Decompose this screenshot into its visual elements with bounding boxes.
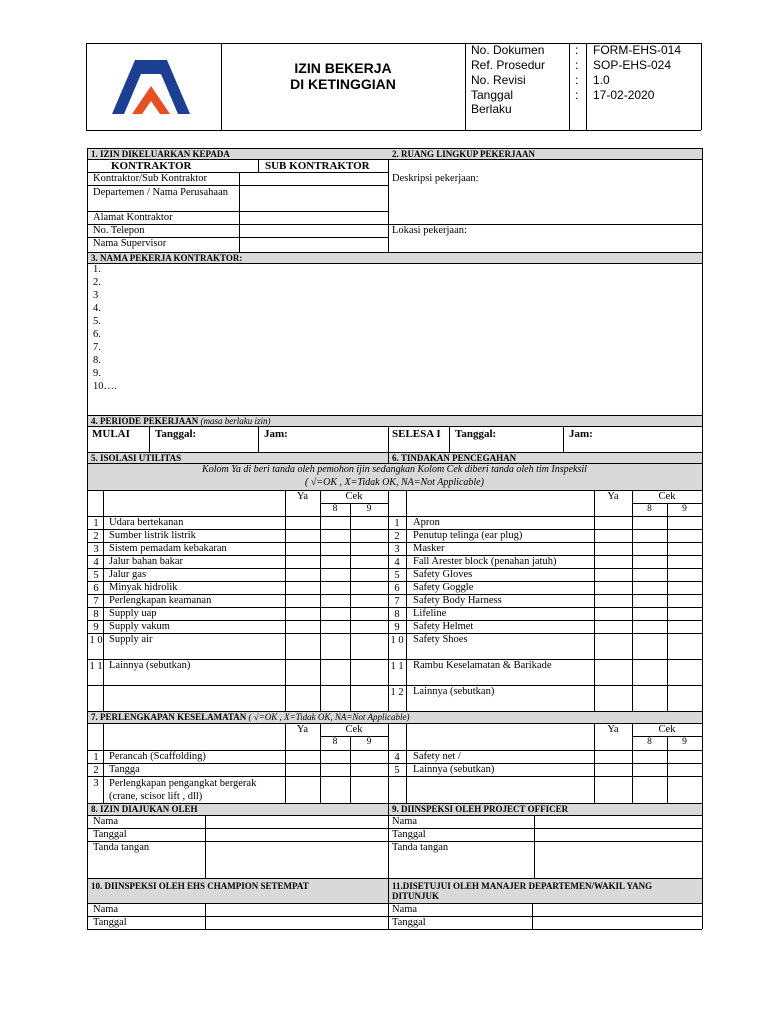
section-10-title: 10. DIINSPEKSI OLEH EHS CHAMPION SETEMPAT xyxy=(91,881,309,891)
effective-date-sep: : xyxy=(575,88,579,102)
precaution-no-9: 9 xyxy=(394,622,400,633)
worker-line-2: 2. xyxy=(93,277,101,288)
isolation-no-11: 1 1 xyxy=(89,661,103,672)
isolation-item-11: Lainnya (sebutkan) xyxy=(109,660,191,671)
worker-line-6: 6. xyxy=(93,329,101,340)
section-9-title: 9. DIINSPEKSI OLEH PROJECT OFFICER xyxy=(392,804,569,814)
section-3-title: 3. NAMA PEKERJA KONTRAKTOR: xyxy=(91,253,243,263)
precaution-no-7: 7 xyxy=(394,596,400,607)
worker-line-8: 8. xyxy=(93,355,101,366)
revision-label: No. Revisi xyxy=(471,73,526,87)
s11-date-label: Tanggal xyxy=(392,917,426,928)
section-11-title: 11.DISETUJUI OLEH MANAJER DEPARTEMEN/WAKIL YANG DITUNJUK xyxy=(392,881,653,901)
worker-line-5: 5. xyxy=(93,316,101,327)
isolation-item-1: Udara bertekanan xyxy=(109,517,184,528)
col-8-right: 8 xyxy=(647,504,652,514)
effective-date-label: Tanggal Berlaku xyxy=(471,88,514,116)
equipment-no-2: 2 xyxy=(93,765,99,776)
equipment-item-1: Perancah (Scaffolding) xyxy=(109,751,206,762)
company-logo xyxy=(108,52,194,120)
contractor-heading: KONTRAKTOR xyxy=(111,160,192,172)
equipment-item-3: Perlengkapan pengangkat bergerak (crane, scisor lift , dll) xyxy=(109,778,257,802)
field-label-contractor: Kontraktor/Sub Kontraktor xyxy=(93,173,208,184)
section-7-note: ( √=OK , X=Tidak OK, NA=Not Applicable) xyxy=(248,712,410,722)
isolation-item-4: Jalur bahan bakar xyxy=(109,556,184,567)
job-description-label: Deskripsi pekerjaan: xyxy=(392,173,479,184)
s9-signature-label: Tanda tangan xyxy=(392,842,449,853)
precaution-no-4: 4 xyxy=(394,557,400,568)
precaution-item-7: Safety Body Harness xyxy=(413,595,502,606)
col-9-right: 9 xyxy=(682,504,687,514)
col-cek-left: Cek xyxy=(345,491,363,502)
col-9-left: 9 xyxy=(366,504,372,514)
precaution-item-4: Fall Arester block (penahan jatuh) xyxy=(413,556,557,567)
precaution-item-12: Lainnya (sebutkan) xyxy=(413,686,495,697)
start-label: MULAI xyxy=(92,428,130,440)
precaution-item-1: Apron xyxy=(413,517,440,528)
precaution-item-11: Rambu Keselamatan & Barikade xyxy=(413,660,552,671)
isolation-item-10: Supply air xyxy=(109,634,153,645)
precaution-item-2: Penutup telinga (ear plug) xyxy=(413,530,523,541)
ref-procedure-sep: : xyxy=(575,58,579,72)
precaution-no-1: 1 xyxy=(394,518,400,529)
s11-name-label: Nama xyxy=(392,904,418,915)
isolation-no-4: 4 xyxy=(93,557,99,568)
worker-line-9: 9. xyxy=(93,368,101,379)
precaution-item-5: Safety Gloves xyxy=(413,569,473,580)
ref-procedure-value: SOP-EHS-024 xyxy=(593,58,672,72)
col-cek-right: Cek xyxy=(658,491,676,502)
section-8-title: 8. IZIN DIAJUKAN OLEH xyxy=(91,804,198,814)
precaution-item-10: Safety Shoes xyxy=(413,634,468,645)
worker-line-4: 4. xyxy=(93,303,101,314)
s7-col-cek-left: Cek xyxy=(345,724,363,735)
start-time-label: Jam: xyxy=(264,428,288,440)
effective-date-value: 17-02-2020 xyxy=(593,88,655,102)
legend-line-2: ( √=OK , X=Tidak OK, NA=Not Applicable) xyxy=(305,477,484,488)
field-label-supervisor: Nama Supervisor xyxy=(93,238,167,249)
s8-date-label: Tanggal xyxy=(93,829,127,840)
isolation-no-1: 1 xyxy=(93,518,99,529)
s7-col-8-left: 8 xyxy=(332,737,338,747)
equipment-item-2: Tangga xyxy=(109,764,140,775)
form-title-line-2: DI KETINGGIAN xyxy=(290,76,396,92)
section-4-title-text: 4. PERIODE PEKERJAAN xyxy=(91,416,199,426)
isolation-no-2: 2 xyxy=(93,531,99,542)
isolation-item-5: Jalur gas xyxy=(109,569,147,580)
precaution-item-3: Masker xyxy=(413,543,445,554)
worker-line-10: 10…. xyxy=(93,381,117,392)
isolation-item-9: Supply vakum xyxy=(109,621,170,632)
isolation-no-8: 8 xyxy=(93,609,99,620)
field-label-department: Departemen / Nama Perusahaan xyxy=(93,187,228,198)
isolation-no-5: 5 xyxy=(93,570,99,581)
isolation-no-6: 6 xyxy=(93,583,99,594)
s7-col-9-left: 9 xyxy=(366,737,372,747)
doc-number-label: No. Dokumen xyxy=(471,43,545,57)
end-date-label: Tanggal: xyxy=(455,428,497,440)
s7-col-8-right: 8 xyxy=(647,737,652,747)
section-5-title: 5. ISOLASI UTILITAS xyxy=(91,453,182,463)
isolation-item-8: Supply uap xyxy=(109,608,157,619)
section-7-title xyxy=(91,712,410,722)
s8-name-label: Nama xyxy=(93,816,119,827)
s10-date-label: Tanggal xyxy=(93,917,127,928)
field-label-address: Alamat Kontraktor xyxy=(93,212,173,223)
isolation-item-7: Perlengkapan keamanan xyxy=(109,595,212,606)
precaution-item-9: Safety Helmet xyxy=(413,621,474,632)
subcontractor-heading: SUB KONTRAKTOR xyxy=(265,160,370,172)
s8-signature-label: Tanda tangan xyxy=(93,842,150,853)
precaution-no-3: 3 xyxy=(394,544,400,555)
worker-line-3: 3 xyxy=(93,290,99,301)
end-label: SELESA I xyxy=(392,428,441,440)
equipment-no-4: 4 xyxy=(394,752,400,763)
col-ya-left: Ya xyxy=(296,491,309,502)
ref-procedure-label: Ref. Prosedur xyxy=(471,58,546,72)
precaution-no-5: 5 xyxy=(394,570,400,581)
isolation-no-10: 1 0 xyxy=(89,635,103,646)
section-1-title: 1. IZIN DIKELUARKAN KEPADA xyxy=(91,149,230,159)
precaution-no-6: 6 xyxy=(394,583,400,594)
equipment-no-3: 3 xyxy=(93,778,99,789)
col-8-left: 8 xyxy=(332,504,338,514)
section-2-title: 2. RUANG LINGKUP PEKERJAAN xyxy=(392,149,536,159)
equipment-item-4: Safety net / xyxy=(413,751,461,762)
doc-number-sep: : xyxy=(575,43,579,57)
isolation-no-3: 3 xyxy=(93,544,99,555)
isolation-item-2: Sumber listrik listrik xyxy=(109,530,196,541)
legend-line-1: Kolom Ya di beri tanda oleh pemohon ijin sedangkan Kolom Cek diberi tanda oleh tim Inspeksil xyxy=(202,464,587,475)
precaution-no-10: 1 0 xyxy=(390,635,404,646)
section-4-note: (masa berlaku izin) xyxy=(200,416,271,426)
section-7-title-text: 7. PERLENGKAPAN KESELAMATAN xyxy=(91,712,247,722)
equipment-no-1: 1 xyxy=(93,752,99,763)
job-location-label: Lokasi pekerjaan: xyxy=(392,225,467,236)
end-time-label: Jam: xyxy=(569,428,593,440)
isolation-no-9: 9 xyxy=(93,622,99,633)
precaution-item-8: Lifeline xyxy=(413,608,447,619)
s7-col-cek-right: Cek xyxy=(658,724,676,735)
form-title-line-1: IZIN BEKERJA xyxy=(294,60,392,76)
isolation-item-3: Sistem pemadam kebakaran xyxy=(109,543,227,554)
worker-line-7: 7. xyxy=(93,342,101,353)
doc-number-value: FORM-EHS-014 xyxy=(593,43,682,57)
field-label-phone: No. Telepon xyxy=(93,225,145,236)
s7-col-ya-left: Ya xyxy=(296,724,309,735)
form-title xyxy=(221,60,465,92)
equipment-no-5: 5 xyxy=(394,765,400,776)
precaution-no-12: 1 2 xyxy=(390,687,404,698)
equipment-item-5: Lainnya (sebutkan) xyxy=(413,764,495,775)
precaution-no-8: 8 xyxy=(394,609,400,620)
s7-col-ya-right: Ya xyxy=(607,724,619,735)
revision-value: 1.0 xyxy=(593,73,610,87)
s9-name-label: Nama xyxy=(392,816,418,827)
start-date-label: Tanggal: xyxy=(155,428,197,440)
precaution-no-2: 2 xyxy=(394,531,400,542)
worker-line-1: 1. xyxy=(93,264,101,275)
section-4-title xyxy=(91,416,271,426)
col-ya-right: Ya xyxy=(607,491,619,502)
s10-name-label: Nama xyxy=(93,904,119,915)
isolation-no-7: 7 xyxy=(93,596,99,607)
section-6-title: 6. TINDAKAN PENCEGAHAN xyxy=(392,453,517,463)
s7-col-9-right: 9 xyxy=(682,737,687,747)
s9-date-label: Tanggal xyxy=(392,829,426,840)
precaution-no-11: 1 1 xyxy=(390,661,404,672)
precaution-item-6: Safety Goggle xyxy=(413,582,474,593)
isolation-item-6: Minyak hidrolik xyxy=(109,582,178,593)
revision-sep: : xyxy=(575,73,579,87)
